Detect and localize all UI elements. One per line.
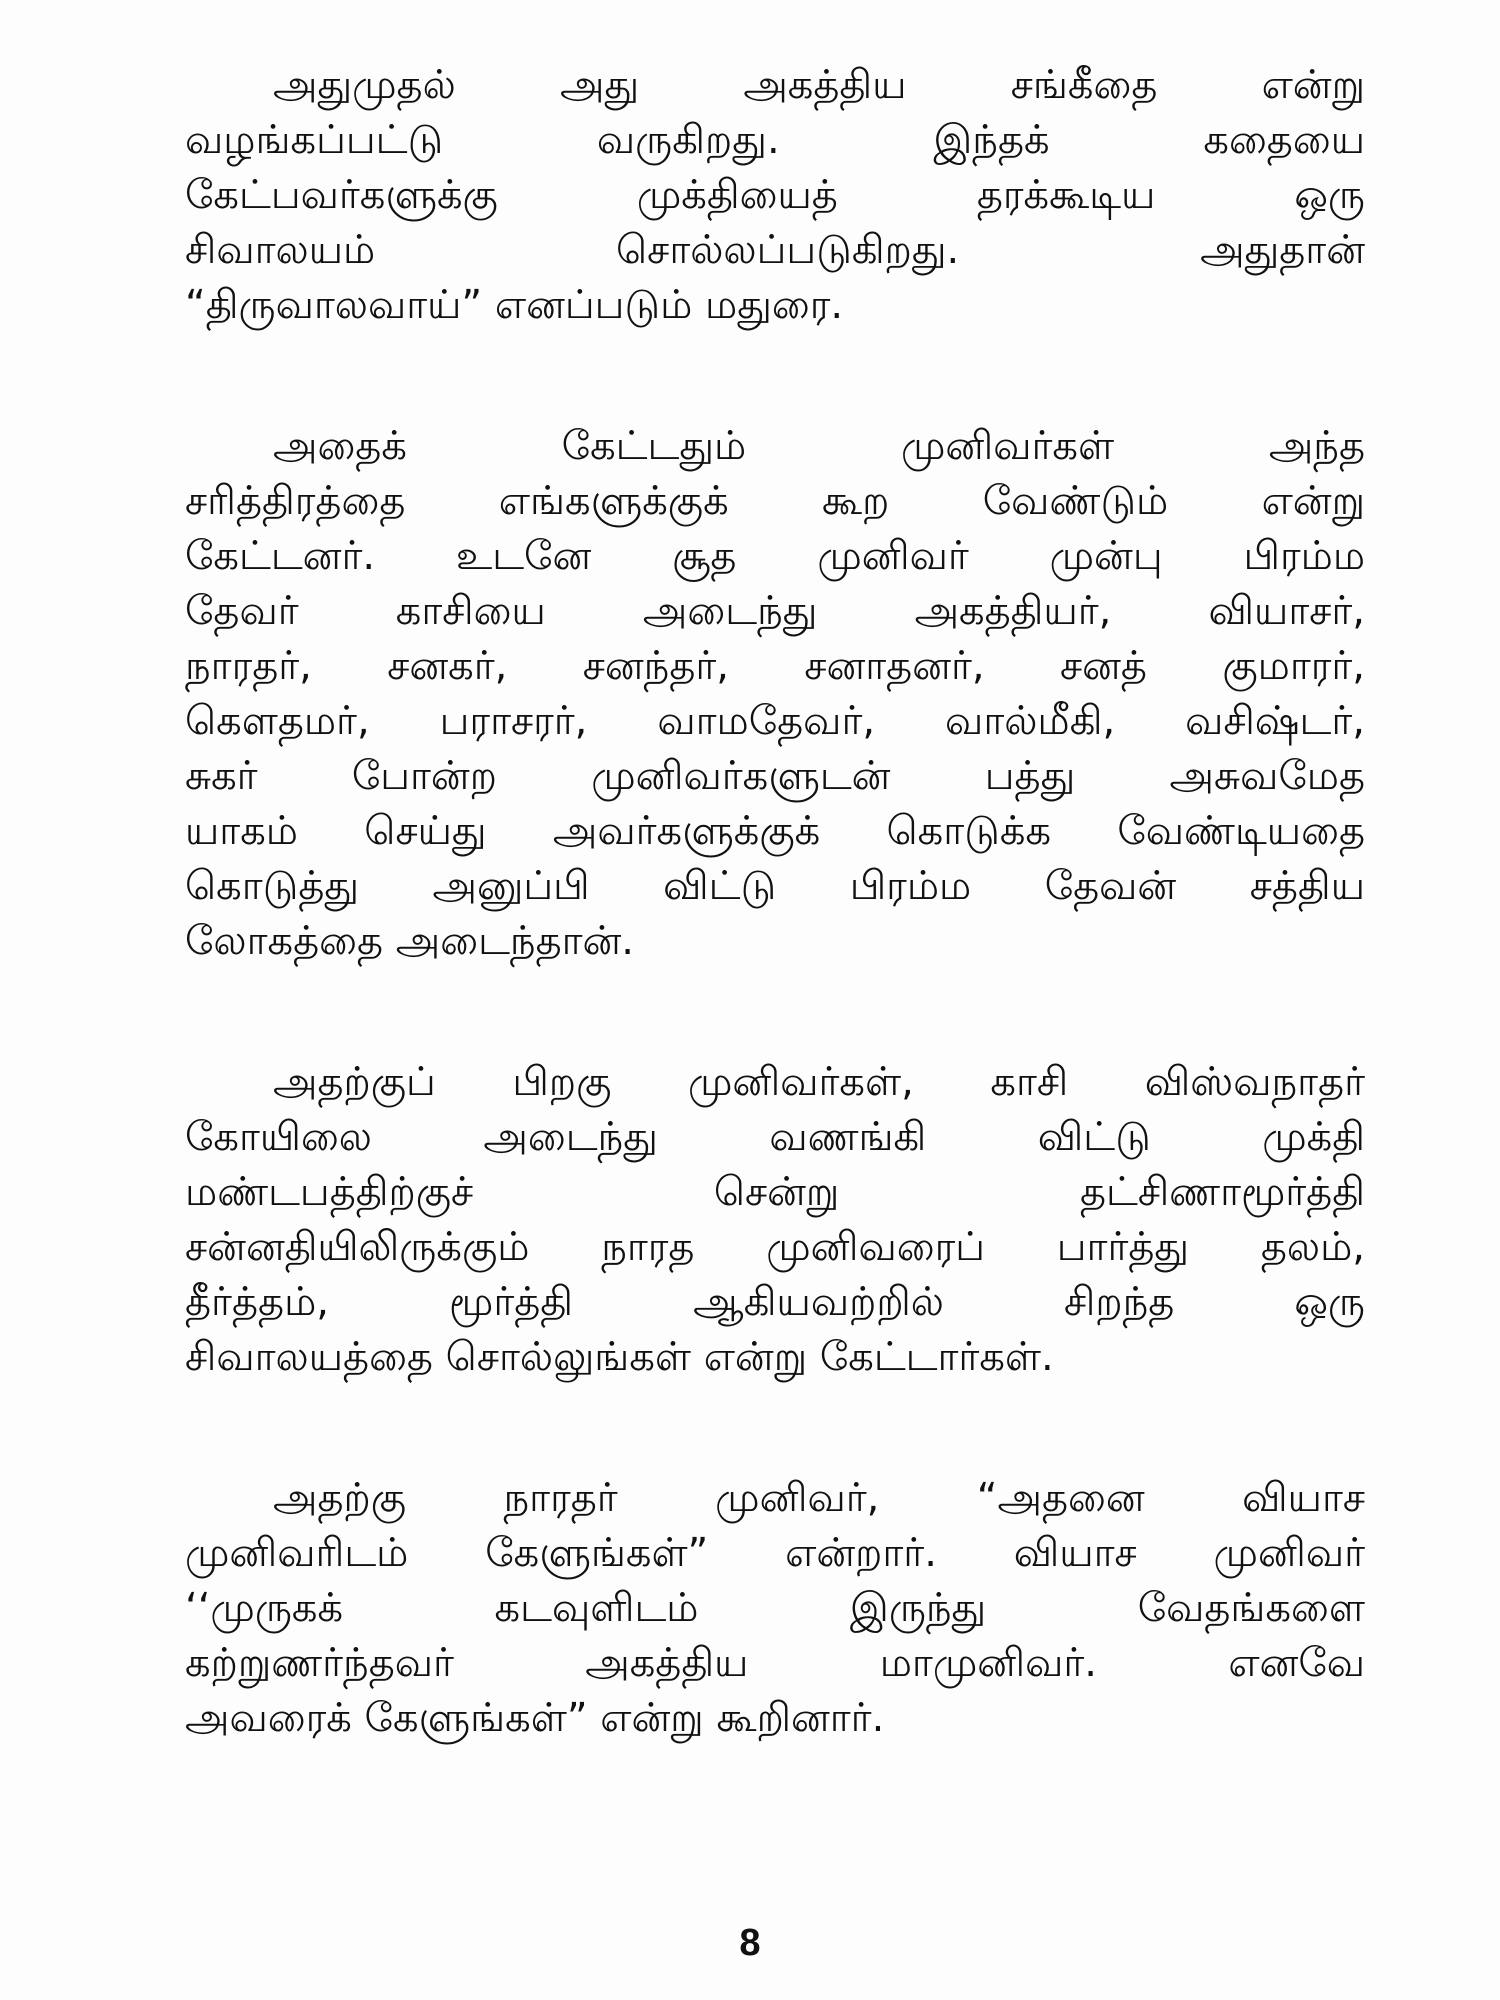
text-line: கோயிலை அடைந்து வணங்கி விட்டு முக்தி <box>185 1114 1365 1160</box>
text-line: கற்றுணர்ந்தவர் அகத்திய மாமுனிவர். எனவே <box>185 1640 1365 1686</box>
page-number: 8 <box>739 1922 761 1964</box>
text-line: சிவாலயம் சொல்லப்படுகிறது. அதுதான் <box>185 227 1365 273</box>
text-line: தேவர் காசியை அடைந்து அகத்தியர், வியாசர், <box>185 588 1365 634</box>
text-line: கௌதமர், பராசரர், வாமதேவர், வால்மீகி, வசிஷ்டர், <box>185 698 1365 744</box>
text-line: அதுமுதல் அது அகத்திய சங்கீதை என்று <box>273 62 1365 108</box>
text-line: “திருவாலவாய்” எனப்படும் மதுரை. <box>185 282 844 328</box>
text-line: யாகம் செய்து அவர்களுக்குக் கொடுக்க வேண்டியதை <box>185 808 1365 854</box>
text-line: அவரைக் கேளுங்கள்” என்று கூறினார். <box>185 1695 885 1741</box>
paragraph-4 <box>185 1471 1365 1746</box>
text-line: கொடுத்து அனுப்பி விட்டு பிரம்ம தேவன் சத்திய <box>185 863 1365 909</box>
text-line: அதைக் கேட்டதும் முனிவர்கள் அந்த <box>273 423 1365 469</box>
text-line: கேட்டனர். உடனே சூத முனிவர் முன்பு பிரம்ம <box>185 533 1365 579</box>
text-line: சரித்திரத்தை எங்களுக்குக் கூற வேண்டும் என்று <box>185 478 1365 524</box>
text-line: நாரதர், சனகர், சனந்தர், சனாதனர், சனத் குமாரர், <box>185 643 1365 689</box>
text-line: அதற்கு நாரதர் முனிவர், “அதனை வியாச <box>273 1475 1365 1521</box>
text-line: ‘‘முருகக் கடவுளிடம் இருந்து வேதங்களை <box>185 1585 1365 1631</box>
paragraph-1 <box>185 58 1365 333</box>
text-line: சிவாலயத்தை சொல்லுங்கள் என்று கேட்டார்கள். <box>185 1334 1054 1380</box>
paragraph-2 <box>185 419 1365 969</box>
text-line: அதற்குப் பிறகு முனிவர்கள், காசி விஸ்வநாதர் <box>273 1059 1365 1105</box>
text-line: கேட்பவர்களுக்கு முக்தியைத் தரக்கூடிய ஒரு <box>185 172 1365 218</box>
text-line: லோகத்தை அடைந்தான். <box>185 918 635 964</box>
text-line: தீர்த்தம், மூர்த்தி ஆகியவற்றில் சிறந்த ஒரு <box>185 1279 1365 1325</box>
text-line: முனிவரிடம் கேளுங்கள்” என்றார். வியாச முனிவர் <box>185 1530 1365 1576</box>
text-line: வழங்கப்பட்டு வருகிறது. இந்தக் கதையை <box>185 117 1365 163</box>
paragraph-3 <box>185 1055 1365 1385</box>
text-line: மண்டபத்திற்குச் சென்று தட்சிணாமூர்த்தி <box>185 1169 1365 1215</box>
text-line: சுகர் போன்ற முனிவர்களுடன் பத்து அசுவமேத <box>185 753 1365 799</box>
page-body <box>185 58 1365 1832</box>
text-line: சன்னதியிலிருக்கும் நாரத முனிவரைப் பார்த்து தலம், <box>185 1224 1365 1270</box>
